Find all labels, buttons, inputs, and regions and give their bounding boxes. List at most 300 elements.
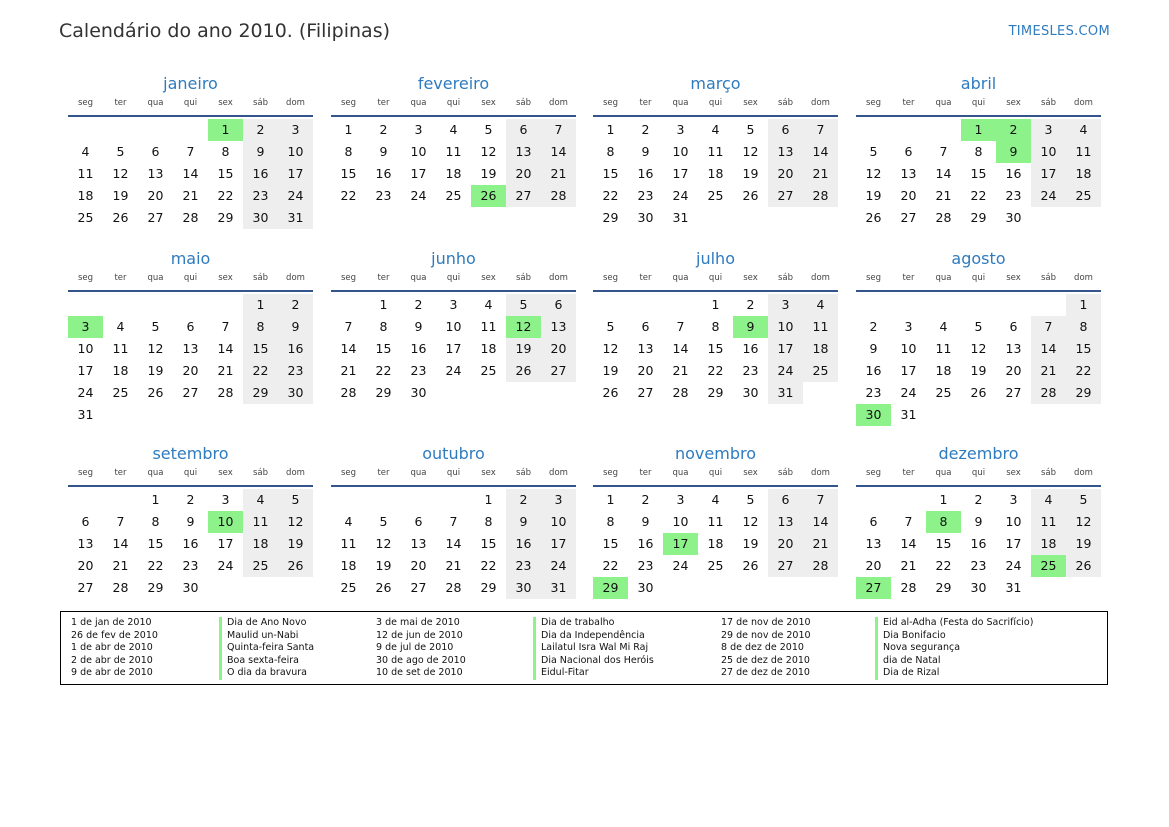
day-cell: 31 xyxy=(541,577,576,599)
legend-names-col-1 xyxy=(219,617,314,680)
weekday-label: qui xyxy=(446,468,461,478)
day-cell: 23 xyxy=(1005,188,1022,203)
month-novembro xyxy=(593,444,838,599)
weekday-label: sáb xyxy=(1040,468,1057,478)
weekday-label: sex xyxy=(218,273,233,283)
weekday-label: qui xyxy=(708,468,723,478)
day-cell: 10 xyxy=(768,316,803,338)
day-cell: 27 xyxy=(541,360,576,382)
legend-date: 8 de dez de 2010 xyxy=(721,642,804,654)
weekday-label: qui xyxy=(971,273,986,283)
legend-date: 25 de dez de 2010 xyxy=(721,654,810,666)
day-cell: 15 xyxy=(935,536,952,551)
day-cell: 2 xyxy=(278,294,313,316)
day-cell: 29 xyxy=(970,210,987,225)
holiday-day-cell: 1 xyxy=(961,119,996,141)
day-cell: 11 xyxy=(707,144,724,159)
holiday-day-cell: 12 xyxy=(506,316,541,338)
day-cell: 20 xyxy=(768,533,803,555)
legend-date: 27 de dez de 2010 xyxy=(721,667,810,679)
legend-holiday-name: Eidul-Fitar xyxy=(533,667,654,680)
day-cell: 30 xyxy=(637,210,654,225)
day-cell: 31 xyxy=(77,407,94,422)
month-title: dezembro xyxy=(938,444,1019,463)
empty-cell xyxy=(103,119,138,141)
day-cell: 18 xyxy=(935,363,952,378)
day-grid xyxy=(331,119,576,207)
day-cell: 24 xyxy=(1005,558,1022,573)
legend-date: 29 de nov de 2010 xyxy=(721,629,811,641)
legend-date: 1 de jan de 2010 xyxy=(71,617,152,628)
weekday-label: sex xyxy=(743,468,758,478)
day-cell: 19 xyxy=(865,188,882,203)
day-cell: 22 xyxy=(707,363,724,378)
day-cell: 3 xyxy=(221,492,230,507)
day-cell: 20 xyxy=(506,163,541,185)
weekday-label: qua xyxy=(410,468,427,478)
day-cell: 29 xyxy=(707,385,724,400)
holiday-day-cell: 29 xyxy=(593,577,628,599)
month-title: agosto xyxy=(951,249,1006,268)
day-cell: 6 xyxy=(768,489,803,511)
weekday-header xyxy=(856,96,1101,117)
day-cell: 8 xyxy=(711,319,720,334)
legend-date: 1 de abr de 2010 xyxy=(71,642,153,654)
day-cell: 13 xyxy=(147,166,164,181)
day-cell: 29 xyxy=(602,210,619,225)
day-cell: 13 xyxy=(768,141,803,163)
day-cell: 11 xyxy=(340,536,357,551)
weekday-label: sáb xyxy=(515,98,532,108)
day-cell: 10 xyxy=(1031,141,1066,163)
day-cell: 22 xyxy=(217,188,234,203)
weekday-label: dom xyxy=(549,468,568,478)
day-cell: 17 xyxy=(217,536,234,551)
weekday-label: qua xyxy=(147,98,164,108)
day-cell: 8 xyxy=(221,144,230,159)
day-cell: 18 xyxy=(480,341,497,356)
day-cell: 24 xyxy=(278,185,313,207)
day-cell: 8 xyxy=(243,316,278,338)
day-cell: 14 xyxy=(340,341,357,356)
weekday-label: seg xyxy=(340,98,357,108)
day-cell: 7 xyxy=(803,489,838,511)
day-cell: 12 xyxy=(742,144,759,159)
day-cell: 15 xyxy=(147,536,164,551)
day-cell: 25 xyxy=(340,580,357,595)
day-cell: 28 xyxy=(803,555,838,577)
day-cell: 5 xyxy=(974,319,983,334)
day-cell: 9 xyxy=(414,319,423,334)
legend-holiday-name: Dia de Ano Novo xyxy=(219,617,314,630)
day-cell: 23 xyxy=(970,558,987,573)
day-cell: 25 xyxy=(803,360,838,382)
day-cell: 26 xyxy=(865,210,882,225)
day-cell: 4 xyxy=(711,492,720,507)
empty-cell xyxy=(593,294,628,316)
day-cell: 19 xyxy=(278,533,313,555)
day-cell: 8 xyxy=(606,144,615,159)
holiday-day-cell: 2 xyxy=(996,119,1031,141)
weekday-label: dom xyxy=(286,273,305,283)
day-cell: 4 xyxy=(711,122,720,137)
weekday-label: dom xyxy=(811,98,830,108)
day-cell: 9 xyxy=(869,341,878,356)
day-cell: 27 xyxy=(900,210,917,225)
day-cell: 19 xyxy=(506,338,541,360)
day-cell: 28 xyxy=(541,185,576,207)
day-cell: 24 xyxy=(445,363,462,378)
weekday-label: qui xyxy=(183,273,198,283)
weekday-label: dom xyxy=(286,98,305,108)
day-cell: 7 xyxy=(1031,316,1066,338)
weekday-label: ter xyxy=(377,273,390,283)
legend-date: 9 de abr de 2010 xyxy=(71,667,153,679)
month-title: maio xyxy=(170,249,211,268)
day-cell: 6 xyxy=(904,144,913,159)
day-cell: 1 xyxy=(711,297,720,312)
empty-cell xyxy=(138,294,173,316)
day-cell: 24 xyxy=(1031,185,1066,207)
day-cell: 12 xyxy=(278,511,313,533)
day-cell: 20 xyxy=(865,558,882,573)
weekday-label: sáb xyxy=(515,468,532,478)
day-cell: 7 xyxy=(541,119,576,141)
day-cell: 19 xyxy=(480,166,497,181)
day-cell: 30 xyxy=(637,580,654,595)
day-cell: 7 xyxy=(676,319,685,334)
weekday-label: qua xyxy=(410,273,427,283)
weekday-label: sex xyxy=(743,98,758,108)
day-cell: 9 xyxy=(506,511,541,533)
day-cell: 23 xyxy=(243,185,278,207)
day-grid xyxy=(593,119,838,229)
empty-cell xyxy=(856,294,891,316)
day-cell: 1 xyxy=(484,492,493,507)
day-grid xyxy=(331,294,576,404)
day-cell: 3 xyxy=(278,119,313,141)
month-julho xyxy=(593,249,838,404)
weekday-label: sex xyxy=(481,468,496,478)
day-cell: 20 xyxy=(77,558,94,573)
day-cell: 1 xyxy=(243,294,278,316)
day-cell: 19 xyxy=(970,363,987,378)
holiday-day-cell: 25 xyxy=(1031,555,1066,577)
day-cell: 5 xyxy=(484,122,493,137)
day-cell: 27 xyxy=(637,385,654,400)
day-cell: 21 xyxy=(340,363,357,378)
day-cell: 28 xyxy=(900,580,917,595)
day-cell: 7 xyxy=(221,319,230,334)
legend-dates-col-2 xyxy=(376,617,466,680)
empty-cell xyxy=(628,294,663,316)
month-title: setembro xyxy=(152,444,229,463)
day-cell: 6 xyxy=(1009,319,1018,334)
day-grid xyxy=(856,489,1101,599)
day-cell: 19 xyxy=(112,188,129,203)
day-cell: 20 xyxy=(541,338,576,360)
day-cell: 10 xyxy=(1005,514,1022,529)
weekday-header xyxy=(856,466,1101,487)
weekday-label: qua xyxy=(147,468,164,478)
day-cell: 21 xyxy=(112,558,129,573)
day-cell: 9 xyxy=(641,144,650,159)
day-cell: 22 xyxy=(480,558,497,573)
day-cell: 22 xyxy=(340,188,357,203)
empty-cell xyxy=(856,119,891,141)
day-grid xyxy=(68,489,313,599)
day-cell: 4 xyxy=(116,319,125,334)
holiday-day-cell: 9 xyxy=(996,141,1031,163)
day-cell: 13 xyxy=(506,141,541,163)
day-cell: 11 xyxy=(1031,511,1066,533)
day-cell: 31 xyxy=(1005,580,1022,595)
day-cell: 25 xyxy=(480,363,497,378)
legend-holiday-name: Dia da Independência xyxy=(533,630,654,643)
day-cell: 25 xyxy=(707,188,724,203)
empty-cell xyxy=(926,119,961,141)
day-cell: 13 xyxy=(77,536,94,551)
day-cell: 7 xyxy=(803,119,838,141)
legend-holiday-name: O dia da bravura xyxy=(219,667,314,680)
weekday-label: qua xyxy=(672,273,689,283)
day-cell: 17 xyxy=(410,166,427,181)
day-cell: 25 xyxy=(77,210,94,225)
month-title: junho xyxy=(431,249,476,268)
weekday-label: ter xyxy=(639,273,652,283)
legend-dates-col-3 xyxy=(721,617,811,680)
day-cell: 29 xyxy=(147,580,164,595)
weekday-label: seg xyxy=(77,273,94,283)
day-cell: 16 xyxy=(637,536,654,551)
month-maio xyxy=(68,249,313,426)
day-cell: 6 xyxy=(541,294,576,316)
day-cell: 29 xyxy=(375,385,392,400)
day-cell: 6 xyxy=(151,144,160,159)
weekday-label: qui xyxy=(708,98,723,108)
day-cell: 2 xyxy=(974,492,983,507)
day-cell: 10 xyxy=(672,514,689,529)
day-cell: 23 xyxy=(410,363,427,378)
weekday-label: sáb xyxy=(777,98,794,108)
day-cell: 16 xyxy=(637,166,654,181)
empty-cell xyxy=(208,294,243,316)
empty-cell xyxy=(891,294,926,316)
weekday-label: seg xyxy=(340,468,357,478)
day-cell: 23 xyxy=(182,558,199,573)
legend-date: 17 de nov de 2010 xyxy=(721,617,811,628)
day-cell: 3 xyxy=(676,122,685,137)
day-cell: 17 xyxy=(445,341,462,356)
weekday-header xyxy=(593,96,838,117)
day-cell: 14 xyxy=(672,341,689,356)
day-cell: 12 xyxy=(602,341,619,356)
day-cell: 11 xyxy=(480,319,497,334)
day-cell: 15 xyxy=(970,166,987,181)
day-cell: 18 xyxy=(803,338,838,360)
day-cell: 21 xyxy=(217,363,234,378)
day-cell: 28 xyxy=(935,210,952,225)
day-cell: 2 xyxy=(243,119,278,141)
day-cell: 28 xyxy=(340,385,357,400)
month-title: fevereiro xyxy=(417,74,490,93)
day-cell: 15 xyxy=(243,338,278,360)
day-cell: 13 xyxy=(865,536,882,551)
day-grid xyxy=(856,119,1101,229)
weekday-label: sáb xyxy=(1040,273,1057,283)
day-grid xyxy=(68,119,313,229)
weekday-label: sex xyxy=(743,273,758,283)
legend-holiday-name: Eid al-Adha (Festa do Sacrifício) xyxy=(875,617,1033,630)
day-cell: 16 xyxy=(742,341,759,356)
weekday-label: seg xyxy=(340,273,357,283)
day-cell: 9 xyxy=(974,514,983,529)
day-cell: 3 xyxy=(1031,119,1066,141)
day-cell: 23 xyxy=(637,558,654,573)
day-cell: 25 xyxy=(707,558,724,573)
day-cell: 4 xyxy=(1066,119,1101,141)
day-cell: 14 xyxy=(803,511,838,533)
day-cell: 1 xyxy=(939,492,948,507)
day-cell: 26 xyxy=(278,555,313,577)
day-cell: 13 xyxy=(637,341,654,356)
day-cell: 14 xyxy=(112,536,129,551)
day-cell: 28 xyxy=(217,385,234,400)
day-cell: 2 xyxy=(641,492,650,507)
empty-cell xyxy=(173,119,208,141)
weekday-label: seg xyxy=(602,468,619,478)
day-cell: 4 xyxy=(484,297,493,312)
day-cell: 23 xyxy=(506,555,541,577)
day-cell: 30 xyxy=(506,577,541,599)
day-cell: 8 xyxy=(151,514,160,529)
day-cell: 20 xyxy=(900,188,917,203)
weekday-label: ter xyxy=(114,468,127,478)
day-cell: 26 xyxy=(970,385,987,400)
weekday-label: qui xyxy=(183,98,198,108)
weekday-label: sex xyxy=(481,273,496,283)
day-cell: 27 xyxy=(768,555,803,577)
day-grid xyxy=(593,294,838,404)
empty-cell xyxy=(173,294,208,316)
weekday-label: qui xyxy=(446,273,461,283)
day-cell: 14 xyxy=(1031,338,1066,360)
day-cell: 18 xyxy=(340,558,357,573)
weekday-label: seg xyxy=(865,468,882,478)
day-cell: 12 xyxy=(865,166,882,181)
holiday-day-cell: 3 xyxy=(68,316,103,338)
empty-cell xyxy=(103,294,138,316)
weekday-label: ter xyxy=(639,98,652,108)
legend-holiday-name: Boa sexta-feira xyxy=(219,655,314,668)
weekday-label: sáb xyxy=(777,273,794,283)
day-cell: 21 xyxy=(935,188,952,203)
day-cell: 1 xyxy=(1066,294,1101,316)
day-cell: 14 xyxy=(445,536,462,551)
weekday-label: sex xyxy=(218,98,233,108)
day-cell: 28 xyxy=(672,385,689,400)
day-cell: 13 xyxy=(182,341,199,356)
day-cell: 8 xyxy=(344,144,353,159)
weekday-label: qui xyxy=(183,468,198,478)
weekday-label: ter xyxy=(377,468,390,478)
day-cell: 27 xyxy=(506,185,541,207)
legend-holiday-name: Dia Nacional dos Heróis xyxy=(533,655,654,668)
weekday-label: seg xyxy=(865,273,882,283)
month-title: abril xyxy=(960,74,997,93)
weekday-label: ter xyxy=(902,468,915,478)
day-cell: 21 xyxy=(1031,360,1066,382)
day-cell: 11 xyxy=(112,341,129,356)
legend-holiday-name: Nova segurança xyxy=(875,642,1033,655)
day-cell: 28 xyxy=(182,210,199,225)
day-cell: 5 xyxy=(1066,489,1101,511)
empty-cell xyxy=(366,489,401,511)
day-cell: 2 xyxy=(746,297,755,312)
month-dezembro xyxy=(856,444,1101,599)
day-cell: 18 xyxy=(1031,533,1066,555)
weekday-label: ter xyxy=(902,98,915,108)
day-cell: 15 xyxy=(480,536,497,551)
empty-cell xyxy=(68,489,103,511)
weekday-label: sáb xyxy=(252,98,269,108)
day-cell: 27 xyxy=(768,185,803,207)
day-cell: 10 xyxy=(445,319,462,334)
day-cell: 30 xyxy=(243,207,278,229)
weekday-label: sáb xyxy=(777,468,794,478)
empty-cell xyxy=(926,294,961,316)
day-cell: 7 xyxy=(116,514,125,529)
weekday-header xyxy=(856,271,1101,292)
legend-names-col-2 xyxy=(533,617,654,680)
day-cell: 10 xyxy=(900,341,917,356)
weekday-label: ter xyxy=(639,468,652,478)
day-cell: 6 xyxy=(641,319,650,334)
day-cell: 16 xyxy=(1005,166,1022,181)
weekday-label: qua xyxy=(935,273,952,283)
weekday-label: dom xyxy=(1074,468,1093,478)
day-cell: 10 xyxy=(541,511,576,533)
day-cell: 18 xyxy=(77,188,94,203)
month-setembro xyxy=(68,444,313,599)
empty-cell xyxy=(961,294,996,316)
day-cell: 3 xyxy=(676,492,685,507)
day-cell: 28 xyxy=(803,185,838,207)
day-cell: 15 xyxy=(602,166,619,181)
day-cell: 21 xyxy=(900,558,917,573)
month-agosto xyxy=(856,249,1101,426)
day-cell: 24 xyxy=(410,188,427,203)
day-cell: 3 xyxy=(449,297,458,312)
weekday-label: seg xyxy=(865,98,882,108)
weekday-label: qua xyxy=(410,98,427,108)
weekday-label: sáb xyxy=(1040,98,1057,108)
day-cell: 26 xyxy=(506,360,541,382)
empty-cell xyxy=(856,489,891,511)
month-janeiro xyxy=(68,74,313,229)
day-cell: 17 xyxy=(1031,163,1066,185)
weekday-label: qua xyxy=(147,273,164,283)
day-cell: 10 xyxy=(77,341,94,356)
holiday-legend xyxy=(60,611,1108,685)
day-cell: 12 xyxy=(147,341,164,356)
site-brand-link[interactable]: TIMESLES.COM xyxy=(1008,24,1110,39)
day-grid xyxy=(593,489,838,599)
day-cell: 1 xyxy=(606,492,615,507)
weekday-label: dom xyxy=(1074,98,1093,108)
weekday-label: qui xyxy=(971,98,986,108)
day-cell: 10 xyxy=(672,144,689,159)
